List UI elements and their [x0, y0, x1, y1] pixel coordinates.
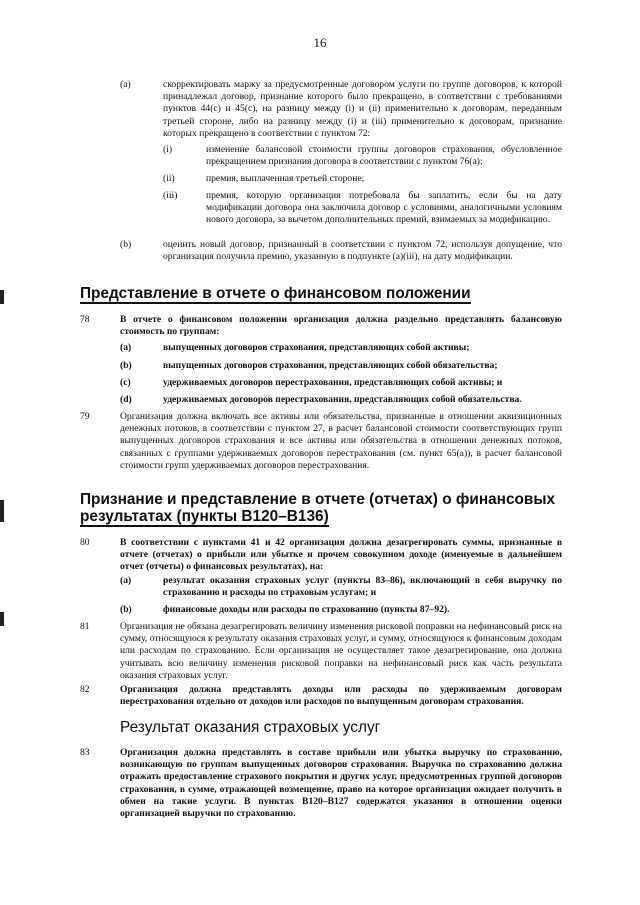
paragraph-number: 82	[80, 684, 90, 695]
paragraph-text: В соответствии с пунктами 41 и 42 организация должна дезагрегировать суммы, признанные в отчете (отчетах) о прибыли или убытке и прочем совокупном доходе (именуемые в дальнейшем отчет (отчеты) о финансовых результатах), на:	[120, 537, 562, 573]
subitem-label: (iii)	[163, 190, 178, 201]
list-label: (а)	[120, 575, 132, 586]
list-label: (c)	[120, 377, 131, 388]
list-label: (d)	[120, 394, 132, 405]
list-text: удерживаемых договоров перестрахования, представляющих собой активы; и	[163, 377, 503, 388]
paragraph-text: В отчете о финансовом положении организация должна раздельно представлять балансовую стоимость по группам:	[120, 314, 562, 338]
section-heading-line2: результатах (пункты В120–В136)	[80, 508, 329, 525]
section-heading-text: Представление в отчете о финансовом положении	[80, 285, 471, 302]
paragraph-number: 79	[80, 411, 90, 422]
paragraph-text: Организация должна представлять доходы или расходы по удерживаемым договорам перестрахования отдельно от доходов или расходов по выпущенным договорам страхования.	[120, 684, 562, 708]
list-text: выпущенных договоров страхования, представляющих собой активы;	[163, 342, 470, 353]
subitem-label: (ii)	[163, 173, 175, 184]
item-label: (b)	[120, 239, 132, 250]
scan-edge-mark	[0, 290, 4, 304]
paragraph-text: Организация должна представлять в составе прибыли или убытка выручку по страхованию, возникающую по группам выпущенных договоров страхования. Выручка по страхованию должна отражать предоставление страхового покрытия и других услуг, предусмотренных группой договоров страхования, в сумме, отражающей возмещение, право на которое организация ожидает получить в обмен на такие услуги. В пунктах В120–В127 содержатся указания в отношении оценки организацией выручки по страхованию.	[120, 747, 562, 820]
list-text: удерживаемых договоров перестрахования, представляющих собой обязательства.	[163, 394, 522, 405]
list-label: (b)	[120, 360, 132, 371]
paragraph-text: Организация не обязана дезагрегировать величину изменения рисковой поправки на нефинансовый риск на сумму, относящуюся к результату оказания страховых услуг, и сумму, относящуюся к финансовым доходам или расходам по страхованию. Если организация не осуществляет такое дезагрегирование, она должна учитывать всю величину изменения рисковой поправки на нефинансовый риск как часть результата оказания страховых услуг.	[120, 621, 562, 681]
subitem-text: изменение балансовой стоимости группы договоров страхования, обусловленное прекращением признания договора в соответствии с пунктом 76(а);	[206, 144, 562, 168]
subitem-text: премия, которую организация потребовала бы заплатить, если бы на дату модификации договора она заключила договор с условиями, аналогичными условиям нового договора, за вычетом дополнительных премий, взимаемых за модификацию.	[206, 190, 562, 226]
item-text: скорректировать маржу за предусмотренные договором услуги по группе договоров, к которой принадлежал договор, признание которого было прекращено, в соответствии с требованиями пунктов 44(с) и 45(с), на разницу между (i) и (ii) применительно к договорам, переданным третьей стороне, либо на разницу между (i) и (iii) применительно к договорам, признание которых прекращено в соответствии с пунктом 72:	[163, 79, 562, 139]
subitem-text: премия, выплаченная третьей стороне;	[206, 173, 365, 184]
section-heading	[80, 491, 562, 525]
scan-edge-mark	[0, 612, 4, 626]
subitem-label: (i)	[163, 144, 173, 155]
subsection-heading: Результат оказания страховых услуг	[120, 719, 381, 736]
section-heading	[80, 285, 562, 302]
scan-edge-mark	[0, 500, 4, 522]
list-label: (а)	[120, 342, 132, 353]
item-label: (a)	[120, 79, 131, 90]
section-heading-line1: Признание и представление в отчете (отчетах) о финансовых	[80, 491, 556, 508]
paragraph-number: 81	[80, 621, 90, 632]
item-text: оценить новый договор, признанный в соответствии с пунктом 72, используя допущение, что организация получила премию, указанную в подпункте (а)(iii), на дату модификации.	[163, 239, 562, 263]
list-text: финансовые доходы или расходы по страхованию (пункты 87–92).	[163, 604, 450, 615]
paragraph-number: 78	[80, 314, 90, 325]
paragraph-number: 80	[80, 537, 90, 548]
list-label: (b)	[120, 604, 132, 615]
paragraph-text: Организация должна включать все активы или обязательства, признанные в отношении аквизиционных денежных потоков, в соответствии с пунктом 27, в расчет балансовой стоимости соответствующих групп выпущенных договоров страхования и все активы или обязательства в отношении денежных потоков, связанных с группами удерживаемых договоров перестрахования (см. пункт 65(а)), в расчет балансовой стоимости групп удерживаемых договоров перестрахования.	[120, 411, 562, 471]
list-text: результат оказания страховых услуг (пункты 83–86), включающий в себя выручку по страхованию и расходы по страховым услугам; и	[163, 575, 562, 599]
page-number: 16	[313, 35, 327, 50]
list-text: выпущенных договоров страхования, представляющих собой обязательства;	[163, 360, 498, 371]
paragraph-number: 83	[80, 747, 90, 758]
